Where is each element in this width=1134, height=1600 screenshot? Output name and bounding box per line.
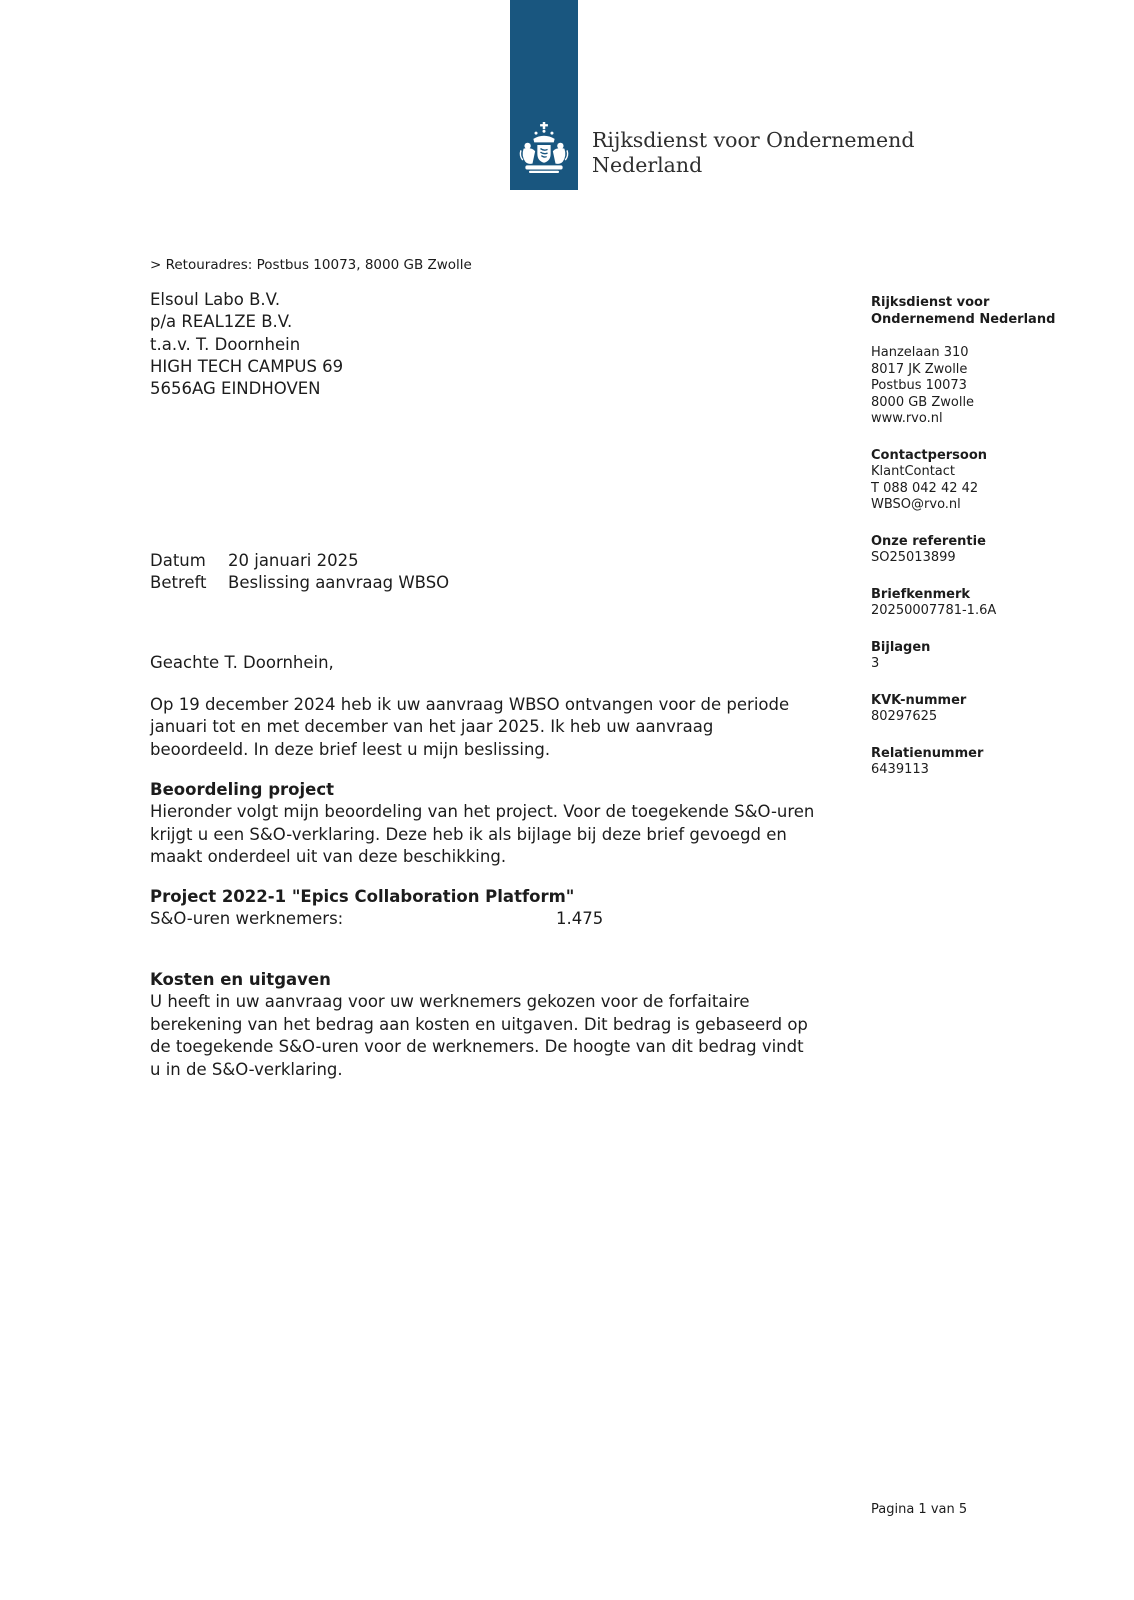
sidebar-value: KlantContact	[871, 464, 956, 479]
sidebar-value: WBSO@rvo.nl	[871, 497, 961, 512]
datum-value: 20 januari 2025	[228, 551, 359, 570]
sidebar-group-label: Contactpersoon	[871, 447, 988, 463]
section-heading: Beoordeling project	[150, 780, 334, 799]
rvo-logo-ribbon	[510, 0, 578, 190]
page-indicator: Pagina 1 van 5	[871, 1502, 968, 1517]
section-heading: Project 2022-1 "Epics Collaboration Platform"	[150, 887, 575, 906]
sidebar-value: 80297625	[871, 709, 938, 724]
sidebar-group-label: Briefkenmerk	[871, 586, 971, 602]
sidebar-group-label: Rijksdienst voor Ondernemend Nederland	[871, 295, 1056, 327]
sidebar-value: 8017 JK Zwolle	[871, 361, 968, 377]
sidebar-group-label: KVK-nummer	[871, 692, 967, 708]
datum-label: Datum	[150, 551, 206, 570]
recipient-line: t.a.v. T. Doornhein	[150, 334, 301, 354]
sidebar-group-sender	[871, 295, 1061, 428]
sidebar-value: T 088 042 42 42	[871, 480, 979, 496]
greeting: Geachte T. Doornhein,	[150, 653, 334, 672]
sidebar-value: Postbus 10073	[871, 378, 967, 393]
section-project-2022-1	[150, 886, 815, 931]
betreft-label: Betreft	[150, 573, 207, 593]
so-uren-row	[150, 908, 815, 930]
so-uren-label: S&O-uren werknemers:	[150, 909, 344, 929]
sidebar-value: 6439113	[871, 762, 929, 777]
recipient-line: Elsoul Labo B.V.	[150, 290, 281, 309]
recipient-line: p/a REAL1ZE B.V.	[150, 312, 293, 332]
sidebar-value: 20250007781-1.6A	[871, 603, 997, 618]
sidebar-group-label: Relatienummer	[871, 745, 984, 761]
recipient-line: 5656AG EINDHOVEN	[150, 379, 321, 399]
sidebar-group-label: Bijlagen	[871, 639, 931, 655]
sidebar-group-onze-referentie	[871, 534, 1061, 567]
so-uren-value: 1.475	[556, 909, 604, 929]
sidebar-value: Hanzelaan 310	[871, 345, 969, 360]
org-wordmark-line1: Rijksdienst voor Ondernemend	[592, 128, 915, 152]
rvo-coat-of-arms-icon	[517, 122, 571, 184]
sidebar-group-kvk-nummer	[871, 693, 1061, 726]
sidebar-value: www.rvo.nl	[871, 411, 943, 426]
org-wordmark-line2: Nederland	[592, 153, 703, 177]
recipient-line: HIGH TECH CAMPUS 69	[150, 356, 344, 376]
reference-sidebar	[871, 295, 1061, 799]
meta-row-datum	[150, 550, 449, 572]
sidebar-group-relatienummer	[871, 746, 1061, 779]
section-heading: Kosten en uitgaven	[150, 970, 331, 989]
sidebar-group-briefkenmerk	[871, 587, 1061, 620]
sidebar-group-bijlagen	[871, 640, 1061, 673]
sidebar-value: 3	[871, 656, 880, 671]
letter-meta	[150, 550, 449, 595]
sidebar-value: SO25013899	[871, 550, 956, 565]
betreft-value: Beslissing aanvraag WBSO	[228, 573, 450, 593]
sidebar-group-contactpersoon	[871, 448, 1061, 514]
org-wordmark	[592, 128, 914, 178]
sidebar-value: 8000 GB Zwolle	[871, 394, 975, 410]
section-kosten-en-uitgaven	[150, 969, 815, 1081]
intro-paragraph: Op 19 december 2024 heb ik uw aanvraag WBSO ontvangen voor de periode januari tot en met december van het jaar 2025. Ik heb uw aanvraag beoordeeld. In deze brief leest u mijn beslissing.	[150, 695, 790, 759]
recipient-address-block	[150, 289, 343, 400]
return-address: > Retouradres: Postbus 10073, 8000 GB Zwolle	[150, 257, 472, 273]
section-body: U heeft in uw aanvraag voor uw werknemers gekozen voor de forfaitaire berekening van het bedrag aan kosten en uitgaven. Dit bedrag is gebaseerd op de toegekende S&O-uren voor de werknemers. De hoogte van dit bedrag vindt u in de S&O-verklaring.	[150, 992, 808, 1079]
sidebar-group-label: Onze referentie	[871, 533, 986, 549]
meta-row-betreft	[150, 572, 449, 594]
section-beoordeling-project	[150, 779, 815, 869]
section-body: Hieronder volgt mijn beoordeling van het project. Voor de toegekende S&O-uren krijgt u een S&O-verklaring. Deze heb ik als bijlage bij deze brief gevoegd en maakt onderdeel uit van deze beschikking.	[150, 802, 815, 867]
